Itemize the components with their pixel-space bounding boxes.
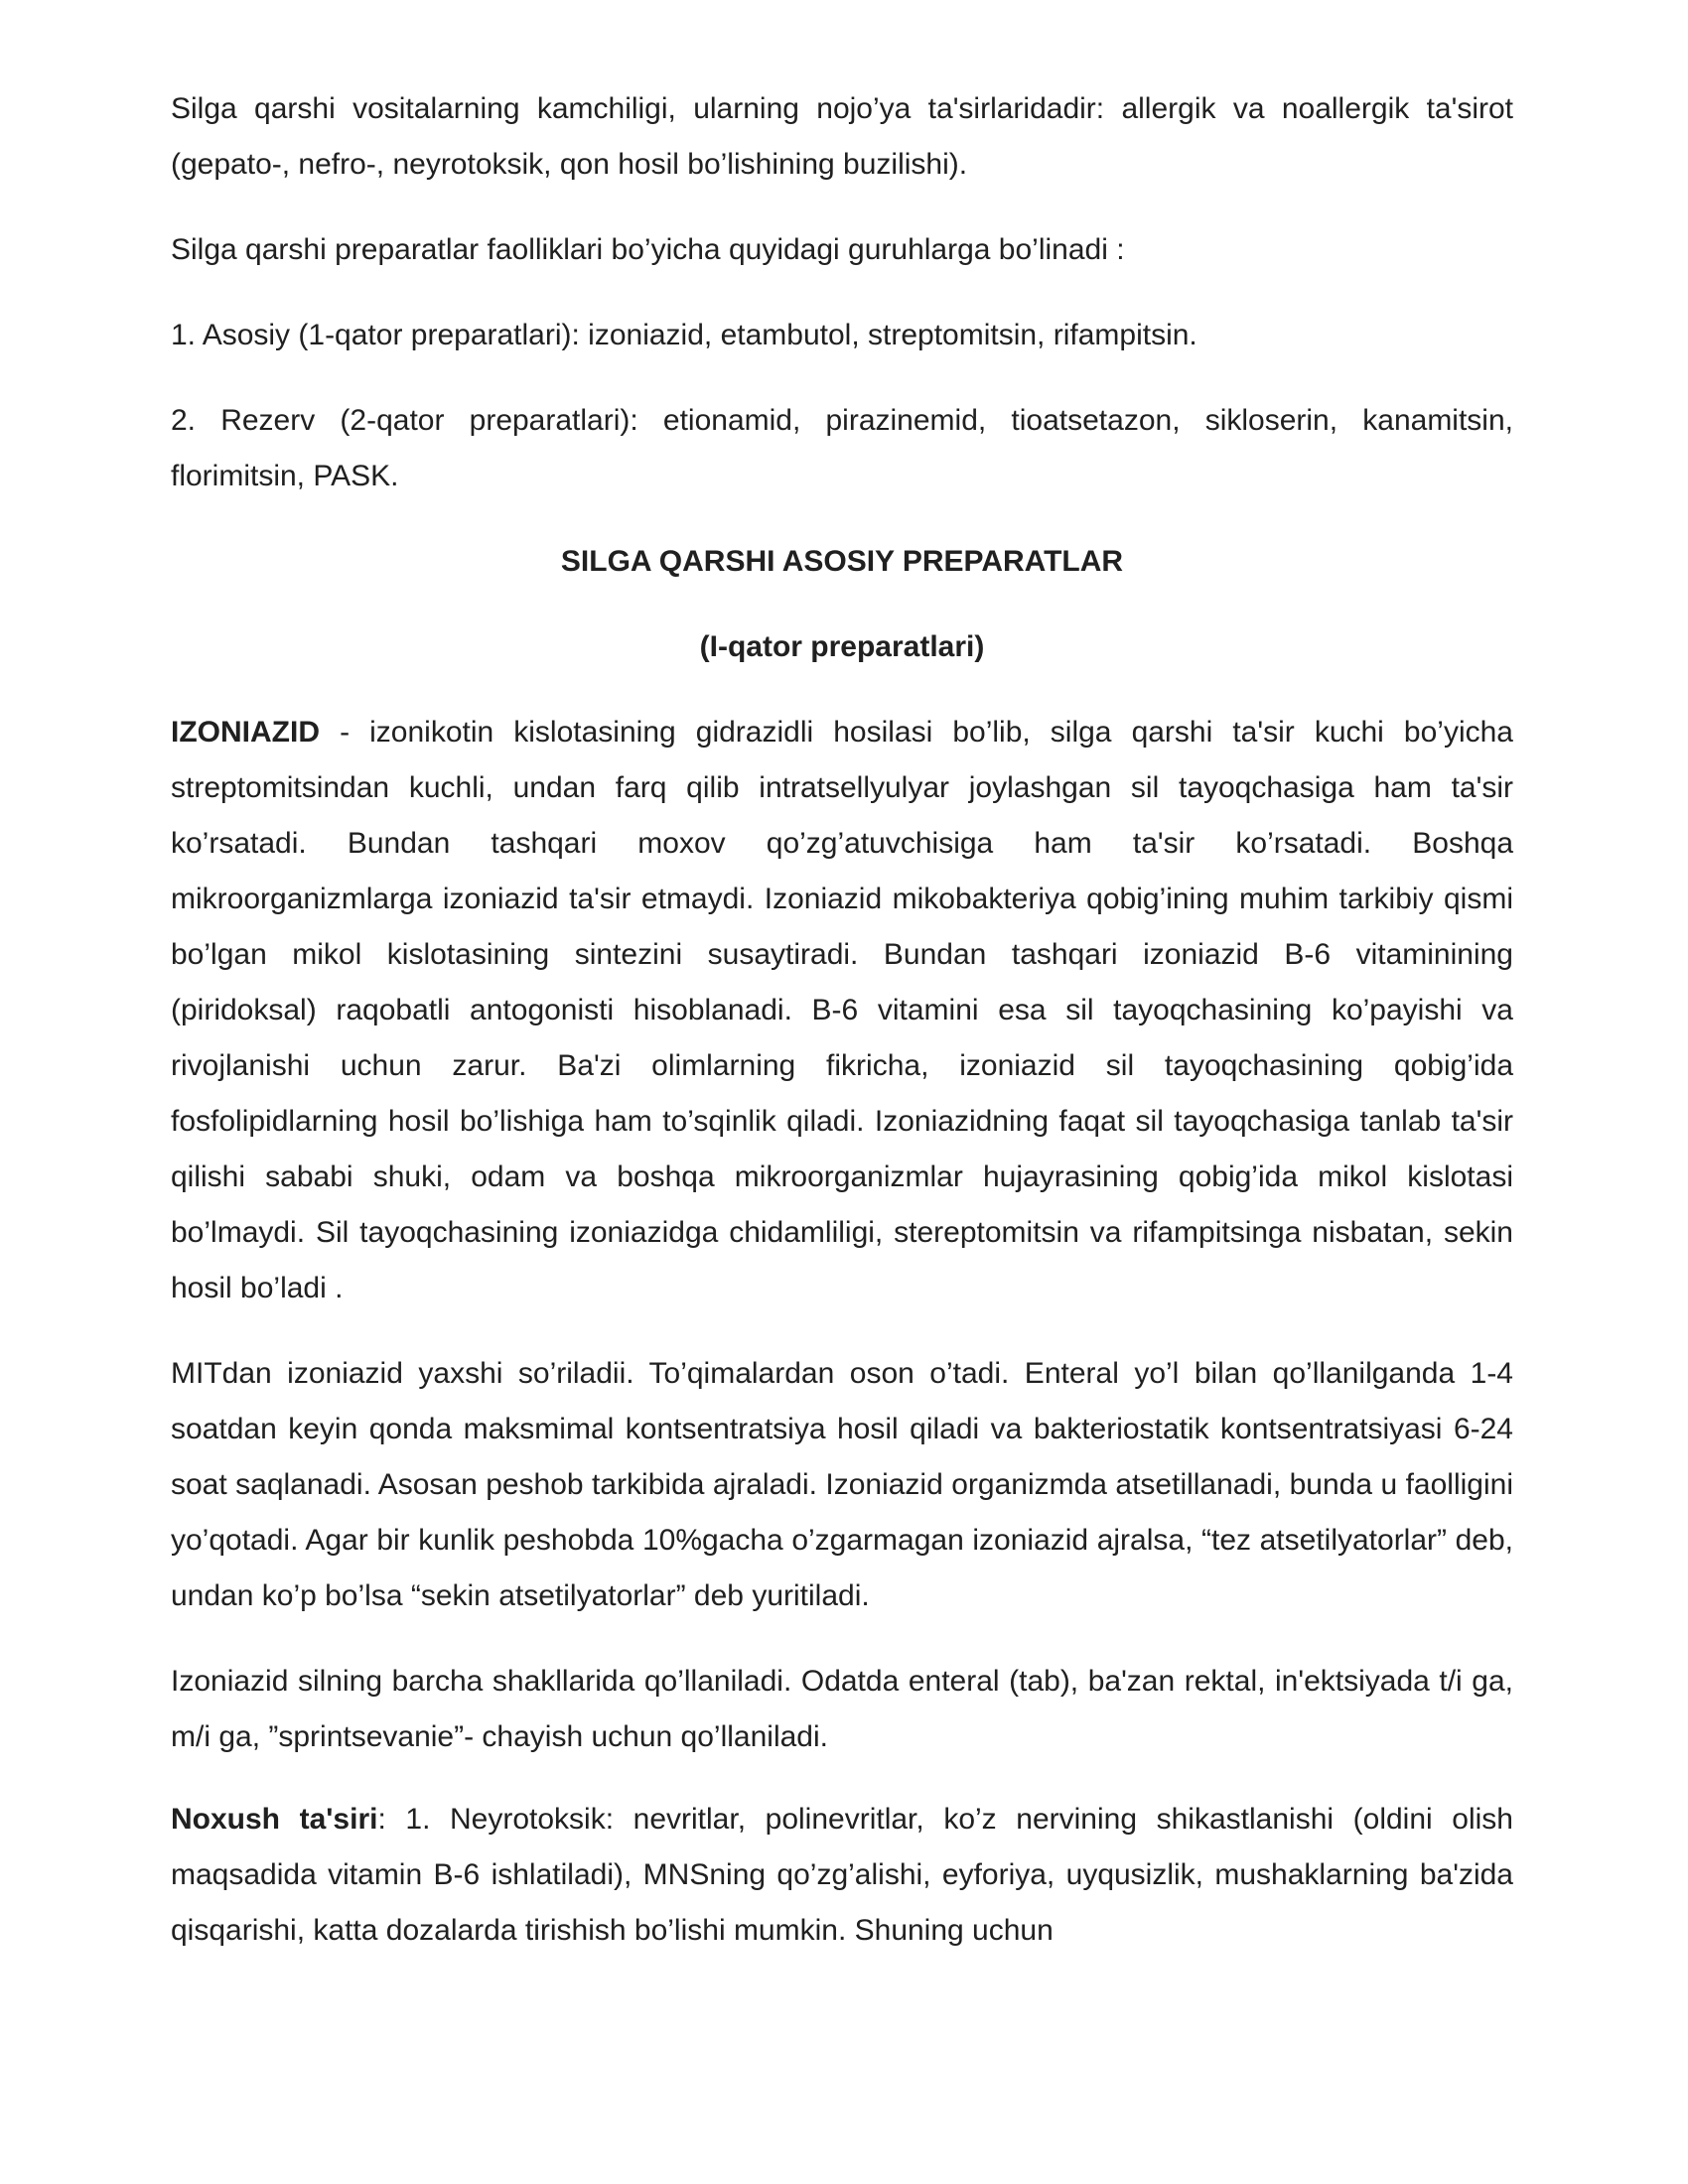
list-item-reserve: 2. Rezerv (2-qator preparatlari): etionamid, pirazinemid, tioatsetazon, sikloserin, kanamitsin, florimitsin, PASK. bbox=[171, 404, 1513, 492]
izoniazid-term: IZONIAZID bbox=[171, 716, 320, 749]
izoniazid-text: - izonikotin kislotasining gidrazidli hosilasi bo’lib, silga qarshi ta'sir kuchi bo’yicha streptomitsindan kuchli, undan farq qilib intratsellyulyar joylashgan sil tayoqchasiga ham ta'sir ko’rsatadi. Bundan tashqari moxov qo’zg’atuvchisiga ham ta'sir ko’rsatadi. Boshqa mikroorganizmlarga izoniazid ta'sir etmaydi. Izoniazid mikobakteriya qobig’ining muhim tarkibiy qismi bo’lgan mikol kislotasining sintezini susaytiradi. Bundan tashqari izoniazid B-6 vitaminining (piridoksal) raqobatli antogonisti hisoblanadi. B-6 vitamini esa sil tayoqchasining ko’payishi va rivojlanishi uchun zarur. Ba'zi olimlarning fikricha, izoniazid sil tayoqchasining qobig’ida fosfolipidlarning hosil bo’lishiga ham to’sqinlik qiladi. Izoniazidning faqat sil tayoqchasiga tanlab ta'sir qilishi sababi shuki, odam va boshqa mikroorganizmlar hujayrasining qobig’ida mikol kislotasi bo’lmaydi. Sil tayoqchasining izoniazidga chidamliligi, stereptomitsin va rifampitsinga nisbatan, sekin hosil bo’ladi . bbox=[171, 716, 1513, 1304]
classification-paragraph: Silga qarshi preparatlar faolliklari bo’yicha quyidagi guruhlarga bo’linadi : bbox=[171, 233, 1125, 266]
section-heading: SILGA QARSHI ASOSIY PREPARATLAR bbox=[560, 545, 1124, 578]
side-effects-paragraph bbox=[171, 1792, 1513, 1959]
pharmacokinetics-paragraph: MITdan izoniazid yaxshi so’riladii. To’qimalardan oson o’tadi. Enteral yo’l bilan qo’llanilganda 1-4 soatdan keyin qonda maksmimal kontsentratsiya hosil qiladi va bakteriostatik kontsentratsiyasi 6-24 soat saqlanadi. Asosan peshob tarkibida ajraladi. Izoniazid organizmda atsetillanadi, bunda u faolligini yo’qotadi. Agar bir kunlik peshobda 10%gacha o’zgarmagan izoniazid ajralsa, “tez atsetilyatorlar” deb, undan ko’p bo’lsa “sekin atsetilyatorlar” deb yuritiladi. bbox=[171, 1357, 1513, 1612]
side-effects-text: : 1. Neyrotoksik: nevritlar, polinevritlar, ko’z nervining shikastlanishi (oldini olish maqsadida vitamin B-6 ishlatiladi), MNSning qo’zg’alishi, eyforiya, uyqusizlik, mushaklarning ba'zida qisqarishi, katta dozalarda tirishish bo’lishi mumkin. Shuning uchun bbox=[171, 1803, 1513, 1947]
list-item-primary: 1. Asosiy (1-qator preparatlari): izoniazid, etambutol, streptomitsin, rifampitsin. bbox=[171, 319, 1197, 351]
intro-paragraph: Silga qarshi vositalarning kamchiligi, ularning nojo’ya ta'sirlaridadir: allergik va noallergik ta'sirot (gepato-, nefro-, neyrotoksik, qon hosil bo’lishining buzilishi). bbox=[171, 92, 1513, 181]
document-page bbox=[171, 81, 1513, 1988]
side-effects-term: Noxush ta'siri bbox=[171, 1803, 378, 1836]
izoniazid-paragraph bbox=[171, 705, 1513, 1316]
section-subheading: (I-qator preparatlari) bbox=[699, 630, 985, 663]
usage-paragraph: Izoniazid silning barcha shakllarida qo’llaniladi. Odatda enteral (tab), ba'zan rektal, in'ektsiyada t/i ga, m/i ga, ”sprintsevanie”- chayish uchun qo’llaniladi. bbox=[171, 1665, 1513, 1753]
